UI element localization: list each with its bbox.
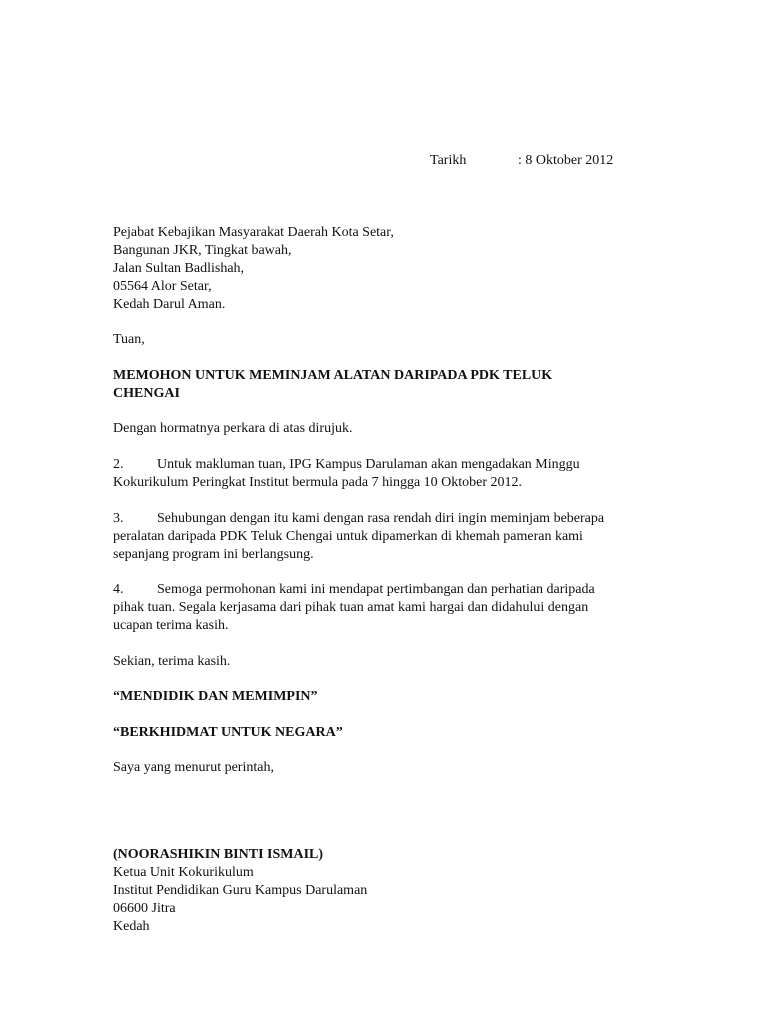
recipient-line: Kedah Darul Aman. (113, 297, 226, 312)
salutation-text: Tuan, (113, 332, 145, 347)
paragraph-text: ucapan terima kasih. (113, 618, 229, 633)
opening-text: Dengan hormatnya perkara di atas dirujuk. (113, 421, 353, 436)
signatory-line: Institut Pendidikan Guru Kampus Darulaman (113, 883, 368, 898)
date-line (430, 153, 613, 169)
sign-off-text: Saya yang menurut perintah, (113, 760, 274, 775)
paragraph-3 (113, 510, 653, 564)
paragraph-text: Sehubungan dengan itu kami dengan rasa rendah diri ingin meminjam beberapa (157, 511, 605, 526)
signatory-name: (NOORASHIKIN BINTI ISMAIL) (113, 847, 324, 862)
paragraph-text: Kokurikulum Peringkat Institut bermula pada 7 hingga 10 Oktober 2012. (113, 475, 523, 490)
recipient-line: Bangunan JKR, Tingkat bawah, (113, 243, 292, 258)
paragraph-text: Semoga permohonan kami ini mendapat pertimbangan dan perhatian daripada (157, 582, 595, 597)
motto-text: “MENDIDIK DAN MEMIMPIN” (113, 689, 318, 704)
salutation (113, 331, 653, 349)
paragraph-text: Untuk makluman tuan, IPG Kampus Darulaman akan mengadakan Minggu (157, 457, 580, 472)
motto-2 (113, 724, 653, 742)
recipient-line: Jalan Sultan Badlishah, (113, 261, 245, 276)
opening-sentence (113, 420, 653, 438)
subject-line-2: CHENGAI (113, 386, 180, 401)
paragraph-number: 4. (113, 582, 124, 597)
subject-line-1: MEMOHON UNTUK MEMINJAM ALATAN DARIPADA PDK TELUK (113, 368, 553, 383)
date-label: Tarikh (430, 153, 467, 168)
signatory-line: Ketua Unit Kokurikulum (113, 865, 254, 880)
paragraph-text: pihak tuan. Segala kerjasama dari pihak tuan amat kami hargai dan didahului dengan (113, 600, 589, 615)
paragraph-number: 3. (113, 511, 124, 526)
paragraph-text: peralatan daripada PDK Teluk Chengai untuk dipamerkan di khemah pameran kami (113, 529, 583, 544)
paragraph-text: sepanjang program ini berlangsung. (113, 547, 314, 562)
closing-text: Sekian, terima kasih. (113, 654, 231, 669)
subject-heading (113, 367, 653, 403)
recipient-address (113, 224, 653, 314)
paragraph-number: 2. (113, 457, 124, 472)
sign-off (113, 759, 653, 777)
signatory-block (113, 846, 653, 936)
signatory-line: Kedah (113, 919, 150, 934)
motto-1 (113, 688, 653, 706)
recipient-line: Pejabat Kebajikan Masyarakat Daerah Kota Setar, (113, 225, 394, 240)
recipient-line: 05564 Alor Setar, (113, 279, 212, 294)
date-value: : 8 Oktober 2012 (518, 153, 614, 168)
motto-text: “BERKHIDMAT UNTUK NEGARA” (113, 725, 343, 740)
paragraph-4 (113, 581, 653, 635)
paragraph-2 (113, 456, 653, 492)
signatory-line: 06600 Jitra (113, 901, 176, 916)
closing (113, 653, 653, 671)
